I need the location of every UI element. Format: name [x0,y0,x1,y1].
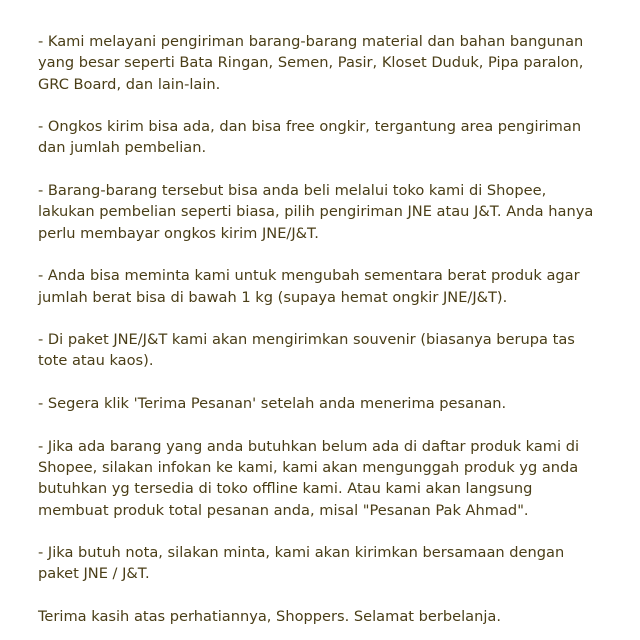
paragraph-delivery-materials: - Kami melayani pengiriman barang-barang material dan bahan bangunan yang besar seperti Bata Ringan, Semen, Pasir, Kloset Duduk, Pipa paralon, GRC Board, dan lain-lain. [38,33,584,93]
paragraph-accept-order: - Segera klik 'Terima Pesanan' setelah anda menerima pesanan. [38,395,507,413]
paragraph-product-request: - Jika ada barang yang anda butuhkan belum ada di daftar produk kami di Shopee, silakan infokan ke kami, kami akan mengunggah produk yg anda butuhkan yg tersedia di toko offline kami. Atau kami akan langsung membuat produk total pesanan anda, misal "Pesanan Pak Ahmad". [38,437,580,519]
paragraph-souvenir: - Di paket JNE/J&T kami akan mengirimkan souvenir (biasanya berupa tas tote atau kaos). [38,331,575,370]
paragraph-buy-via-shopee: - Barang-barang tersebut bisa anda beli melalui toko kami di Shopee, lakukan pembelian seperti biasa, pilih pengiriman JNE atau J&T. Anda hanya perlu membayar ongkos kirim JNE/J&T. [38,182,594,242]
paragraph-thanks: Terima kasih atas perhatiannya, Shoppers. Selamat berbelanja. [38,608,502,626]
description-text [38,31,598,627]
paragraph-shipping-cost: - Ongkos kirim bisa ada, dan bisa free ongkir, tergantung area pengiriman dan jumlah pembelian. [38,118,582,157]
paragraph-weight-adjust: - Anda bisa meminta kami untuk mengubah sementara berat produk agar jumlah berat bisa di bawah 1 kg (supaya hemat ongkir JNE/J&T). [38,267,580,306]
paragraph-invoice: - Jika butuh nota, silakan minta, kami akan kirimkan bersamaan dengan paket JNE / J&T. [38,544,565,583]
